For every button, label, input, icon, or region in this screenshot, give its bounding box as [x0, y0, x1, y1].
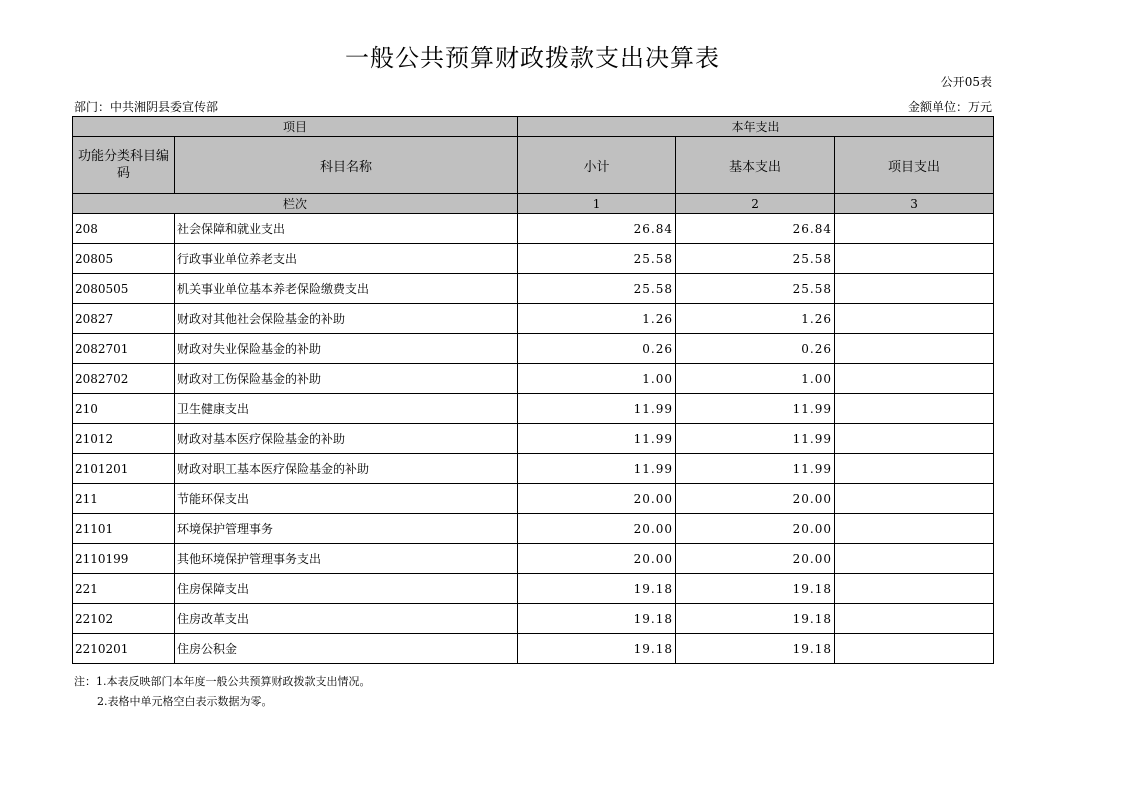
row-name: 财政对基本医疗保险基金的补助: [175, 424, 518, 454]
row-project: [835, 544, 994, 574]
row-project: [835, 574, 994, 604]
row-subtotal: 11.99: [518, 424, 676, 454]
row-subtotal: 11.99: [518, 394, 676, 424]
header-row-1: [73, 117, 994, 137]
row-project: [835, 394, 994, 424]
row-code: 210: [73, 394, 175, 424]
header-column-no: 栏次: [73, 194, 518, 214]
row-name: 财政对其他社会保险基金的补助: [175, 304, 518, 334]
row-project: [835, 484, 994, 514]
row-name: 机关事业单位基本养老保险缴费支出: [175, 274, 518, 304]
row-name: 财政对失业保险基金的补助: [175, 334, 518, 364]
row-code: 2082702: [73, 364, 175, 394]
table-row: [73, 274, 994, 304]
row-code: 2082701: [73, 334, 175, 364]
table-row: [73, 304, 994, 334]
row-basic: 11.99: [676, 424, 835, 454]
header-code: 功能分类科目编码: [73, 137, 175, 194]
amount-unit-label: 金额单位：万元: [907, 100, 992, 114]
row-subtotal: 20.00: [518, 514, 676, 544]
row-basic: 19.18: [676, 604, 835, 634]
row-subtotal: 19.18: [518, 604, 676, 634]
row-project: [835, 514, 994, 544]
expenditure-table: [72, 116, 994, 664]
header-name: 科目名称: [175, 137, 518, 194]
row-basic: 19.18: [676, 574, 835, 604]
row-subtotal: 25.58: [518, 244, 676, 274]
row-subtotal: 1.26: [518, 304, 676, 334]
row-basic: 26.84: [676, 214, 835, 244]
row-name: 其他环境保护管理事务支出: [175, 544, 518, 574]
row-subtotal: 0.26: [518, 334, 676, 364]
row-basic: 1.26: [676, 304, 835, 334]
row-project: [835, 274, 994, 304]
header-col2: 2: [676, 194, 835, 214]
table-row: [73, 244, 994, 274]
table-row: [73, 334, 994, 364]
table-row: [73, 214, 994, 244]
header-col1: 1: [518, 194, 676, 214]
row-project: [835, 304, 994, 334]
header-project: 项目支出: [835, 137, 994, 194]
table-row: [73, 634, 994, 664]
table-row: [73, 574, 994, 604]
table-row: [73, 394, 994, 424]
header-row-2: [73, 137, 994, 194]
row-code: 21012: [73, 424, 175, 454]
table-row: [73, 424, 994, 454]
report-title: 一般公共预算财政拨款支出决算表: [345, 44, 720, 72]
row-basic: 20.00: [676, 484, 835, 514]
row-project: [835, 214, 994, 244]
form-number: 公开05表: [940, 75, 992, 89]
row-project: [835, 334, 994, 364]
note-2: 2.表格中单元格空白表示数据为零。: [97, 695, 273, 708]
header-current-year: 本年支出: [518, 117, 994, 137]
table-row: [73, 454, 994, 484]
row-subtotal: 1.00: [518, 364, 676, 394]
table-row: [73, 604, 994, 634]
row-basic: 11.99: [676, 454, 835, 484]
row-code: 221: [73, 574, 175, 604]
row-code: 211: [73, 484, 175, 514]
row-basic: 0.26: [676, 334, 835, 364]
row-subtotal: 20.00: [518, 544, 676, 574]
row-basic: 25.58: [676, 274, 835, 304]
row-basic: 1.00: [676, 364, 835, 394]
table-row: [73, 544, 994, 574]
row-project: [835, 634, 994, 664]
table-row: [73, 364, 994, 394]
row-basic: 19.18: [676, 634, 835, 664]
row-code: 20805: [73, 244, 175, 274]
row-code: 21101: [73, 514, 175, 544]
row-name: 住房公积金: [175, 634, 518, 664]
row-subtotal: 26.84: [518, 214, 676, 244]
row-subtotal: 19.18: [518, 634, 676, 664]
row-basic: 25.58: [676, 244, 835, 274]
row-subtotal: 19.18: [518, 574, 676, 604]
table-row: [73, 484, 994, 514]
header-item: 项目: [73, 117, 518, 137]
row-basic: 20.00: [676, 514, 835, 544]
row-project: [835, 364, 994, 394]
note-1: 注：1.本表反映部门本年度一般公共预算财政拨款支出情况。: [74, 675, 371, 688]
row-basic: 20.00: [676, 544, 835, 574]
row-basic: 11.99: [676, 394, 835, 424]
row-code: 208: [73, 214, 175, 244]
row-name: 财政对职工基本医疗保险基金的补助: [175, 454, 518, 484]
row-code: 2080505: [73, 274, 175, 304]
row-project: [835, 454, 994, 484]
row-name: 住房改革支出: [175, 604, 518, 634]
row-code: 20827: [73, 304, 175, 334]
notes: [74, 672, 371, 712]
table-row: [73, 514, 994, 544]
header-row-column-numbers: [73, 194, 994, 214]
row-code: 2210201: [73, 634, 175, 664]
row-name: 社会保障和就业支出: [175, 214, 518, 244]
row-subtotal: 20.00: [518, 484, 676, 514]
row-subtotal: 11.99: [518, 454, 676, 484]
row-code: 2101201: [73, 454, 175, 484]
header-col3: 3: [835, 194, 994, 214]
row-name: 环境保护管理事务: [175, 514, 518, 544]
header-subtotal: 小计: [518, 137, 676, 194]
header-basic: 基本支出: [676, 137, 835, 194]
department-label: 部门：中共湘阴县委宣传部: [74, 100, 219, 114]
row-name: 财政对工伤保险基金的补助: [175, 364, 518, 394]
row-project: [835, 424, 994, 454]
row-project: [835, 604, 994, 634]
row-name: 卫生健康支出: [175, 394, 518, 424]
row-code: 22102: [73, 604, 175, 634]
row-name: 节能环保支出: [175, 484, 518, 514]
row-name: 行政事业单位养老支出: [175, 244, 518, 274]
row-project: [835, 244, 994, 274]
row-subtotal: 25.58: [518, 274, 676, 304]
row-code: 2110199: [73, 544, 175, 574]
row-name: 住房保障支出: [175, 574, 518, 604]
